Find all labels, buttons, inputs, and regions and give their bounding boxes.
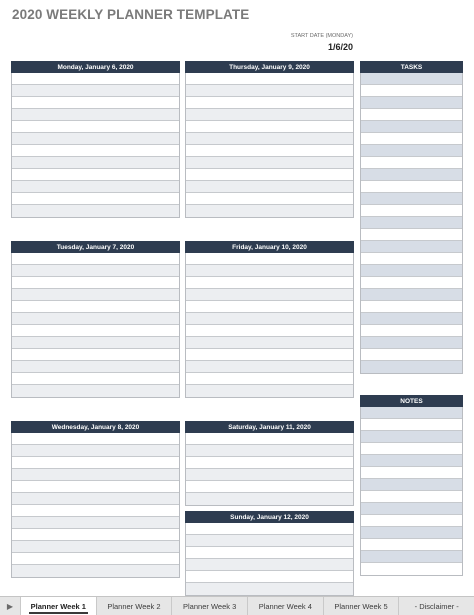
entry-row[interactable] xyxy=(361,277,462,289)
entry-row[interactable] xyxy=(186,583,353,595)
thursday-block xyxy=(185,61,354,218)
entry-row[interactable] xyxy=(186,121,353,133)
entry-row[interactable] xyxy=(12,541,179,553)
entry-row[interactable] xyxy=(361,109,462,121)
entry-row[interactable] xyxy=(186,277,353,289)
tab-planner-week-5[interactable]: Planner Week 5 xyxy=(323,597,399,615)
day-rows xyxy=(185,433,354,506)
day-header: Sunday, January 12, 2020 xyxy=(185,511,354,523)
day-header: Monday, January 6, 2020 xyxy=(11,61,180,73)
entry-row[interactable] xyxy=(12,565,179,577)
entry-row[interactable] xyxy=(12,73,179,85)
entry-row[interactable] xyxy=(186,109,353,121)
entry-row[interactable] xyxy=(186,445,353,457)
entry-row[interactable] xyxy=(186,301,353,313)
entry-row[interactable] xyxy=(361,407,462,419)
entry-row[interactable] xyxy=(186,181,353,193)
entry-row[interactable] xyxy=(186,361,353,373)
entry-row[interactable] xyxy=(361,253,462,265)
entry-row[interactable] xyxy=(186,73,353,85)
entry-row[interactable] xyxy=(186,385,353,397)
entry-row[interactable] xyxy=(186,145,353,157)
entry-row[interactable] xyxy=(186,571,353,583)
entry-row[interactable] xyxy=(361,503,462,515)
entry-row[interactable] xyxy=(186,313,353,325)
entry-row[interactable] xyxy=(361,241,462,253)
entry-row[interactable] xyxy=(361,313,462,325)
entry-row[interactable] xyxy=(12,85,179,97)
entry-row[interactable] xyxy=(361,455,462,467)
entry-row[interactable] xyxy=(186,457,353,469)
entry-row[interactable] xyxy=(12,349,179,361)
entry-row[interactable] xyxy=(186,469,353,481)
entry-row[interactable] xyxy=(186,547,353,559)
entry-row[interactable] xyxy=(186,433,353,445)
entry-row[interactable] xyxy=(12,253,179,265)
start-date-label: START DATE (MONDAY) xyxy=(290,33,353,39)
entry-row[interactable] xyxy=(361,193,462,205)
entry-row[interactable] xyxy=(12,325,179,337)
entry-row[interactable] xyxy=(186,265,353,277)
day-rows xyxy=(185,73,354,218)
notes-block xyxy=(360,395,463,576)
entry-row[interactable] xyxy=(361,551,462,563)
entry-row[interactable] xyxy=(361,97,462,109)
entry-row[interactable] xyxy=(361,145,462,157)
entry-row[interactable] xyxy=(361,217,462,229)
wednesday-block xyxy=(11,421,180,578)
tab-disclaimer[interactable]: - Disclaimer - xyxy=(398,597,474,615)
entry-row[interactable] xyxy=(12,505,179,517)
entry-row[interactable] xyxy=(361,205,462,217)
entry-row[interactable] xyxy=(12,109,179,121)
entry-row[interactable] xyxy=(12,145,179,157)
entry-row[interactable] xyxy=(361,325,462,337)
entry-row[interactable] xyxy=(361,515,462,527)
entry-row[interactable] xyxy=(361,301,462,313)
entry-row[interactable] xyxy=(186,133,353,145)
notes-rows xyxy=(360,407,463,576)
monday-block xyxy=(11,61,180,218)
entry-row[interactable] xyxy=(361,479,462,491)
entry-row[interactable] xyxy=(361,419,462,431)
entry-row[interactable] xyxy=(186,349,353,361)
entry-row[interactable] xyxy=(186,85,353,97)
entry-row[interactable] xyxy=(12,433,179,445)
entry-row[interactable] xyxy=(12,97,179,109)
tab-planner-week-1[interactable]: Planner Week 1 xyxy=(20,597,96,615)
entry-row[interactable] xyxy=(361,361,462,373)
entry-row[interactable] xyxy=(186,535,353,547)
entry-row[interactable] xyxy=(361,289,462,301)
play-arrow-icon[interactable]: ▶ xyxy=(6,601,14,611)
saturday-block xyxy=(185,421,354,506)
entry-row[interactable] xyxy=(186,337,353,349)
entry-row[interactable] xyxy=(12,313,179,325)
entry-row[interactable] xyxy=(186,481,353,493)
entry-row[interactable] xyxy=(12,445,179,457)
tab-planner-week-3[interactable]: Planner Week 3 xyxy=(171,597,247,615)
entry-row[interactable] xyxy=(12,157,179,169)
day-header: Thursday, January 9, 2020 xyxy=(185,61,354,73)
sheet-tab-bar xyxy=(0,596,474,615)
day-header: Wednesday, January 8, 2020 xyxy=(11,421,180,433)
entry-row[interactable] xyxy=(12,181,179,193)
entry-row[interactable] xyxy=(361,491,462,503)
entry-row[interactable] xyxy=(361,229,462,241)
sunday-block xyxy=(185,511,354,596)
notes-header: NOTES xyxy=(360,395,463,407)
entry-row[interactable] xyxy=(361,73,462,85)
entry-row[interactable] xyxy=(361,337,462,349)
entry-row[interactable] xyxy=(12,337,179,349)
entry-row[interactable] xyxy=(186,289,353,301)
day-rows xyxy=(185,253,354,398)
day-header: Friday, January 10, 2020 xyxy=(185,241,354,253)
day-header: Tuesday, January 7, 2020 xyxy=(11,241,180,253)
entry-row[interactable] xyxy=(12,373,179,385)
start-date-value[interactable]: 1/6/20 xyxy=(327,42,353,52)
day-rows xyxy=(11,253,180,398)
entry-row[interactable] xyxy=(12,481,179,493)
entry-row[interactable] xyxy=(12,289,179,301)
tasks-block xyxy=(360,61,463,374)
tab-planner-week-4[interactable]: Planner Week 4 xyxy=(247,597,323,615)
page-title: 2020 WEEKLY PLANNER TEMPLATE xyxy=(12,7,250,22)
entry-row[interactable] xyxy=(12,301,179,313)
entry-row[interactable] xyxy=(361,157,462,169)
entry-row[interactable] xyxy=(186,523,353,535)
entry-row[interactable] xyxy=(361,443,462,455)
entry-row[interactable] xyxy=(12,133,179,145)
entry-row[interactable] xyxy=(361,563,462,575)
entry-row[interactable] xyxy=(12,469,179,481)
entry-row[interactable] xyxy=(186,493,353,505)
entry-row[interactable] xyxy=(361,169,462,181)
entry-row[interactable] xyxy=(186,253,353,265)
tasks-rows xyxy=(360,73,463,374)
entry-row[interactable] xyxy=(12,457,179,469)
friday-block xyxy=(185,241,354,398)
entry-row[interactable] xyxy=(361,121,462,133)
day-rows xyxy=(11,73,180,218)
entry-row[interactable] xyxy=(361,431,462,443)
tuesday-block xyxy=(11,241,180,398)
entry-row[interactable] xyxy=(361,349,462,361)
day-header: Saturday, January 11, 2020 xyxy=(185,421,354,433)
entry-row[interactable] xyxy=(186,97,353,109)
entry-row[interactable] xyxy=(12,385,179,397)
entry-row[interactable] xyxy=(12,517,179,529)
entry-row[interactable] xyxy=(186,157,353,169)
entry-row[interactable] xyxy=(12,265,179,277)
entry-row[interactable] xyxy=(186,559,353,571)
entry-row[interactable] xyxy=(186,325,353,337)
entry-row[interactable] xyxy=(12,361,179,373)
entry-row[interactable] xyxy=(361,265,462,277)
entry-row[interactable] xyxy=(12,193,179,205)
tasks-header: TASKS xyxy=(360,61,463,73)
tab-planner-week-2[interactable]: Planner Week 2 xyxy=(96,597,172,615)
entry-row[interactable] xyxy=(12,553,179,565)
entry-row[interactable] xyxy=(186,205,353,217)
day-rows xyxy=(185,523,354,596)
entry-row[interactable] xyxy=(12,169,179,181)
day-rows xyxy=(11,433,180,578)
entry-row[interactable] xyxy=(361,133,462,145)
entry-row[interactable] xyxy=(12,493,179,505)
entry-row[interactable] xyxy=(12,121,179,133)
entry-row[interactable] xyxy=(12,277,179,289)
entry-row[interactable] xyxy=(186,193,353,205)
entry-row[interactable] xyxy=(12,205,179,217)
entry-row[interactable] xyxy=(12,529,179,541)
entry-row[interactable] xyxy=(361,181,462,193)
entry-row[interactable] xyxy=(361,85,462,97)
entry-row[interactable] xyxy=(361,527,462,539)
entry-row[interactable] xyxy=(361,539,462,551)
entry-row[interactable] xyxy=(186,373,353,385)
entry-row[interactable] xyxy=(186,169,353,181)
entry-row[interactable] xyxy=(361,467,462,479)
